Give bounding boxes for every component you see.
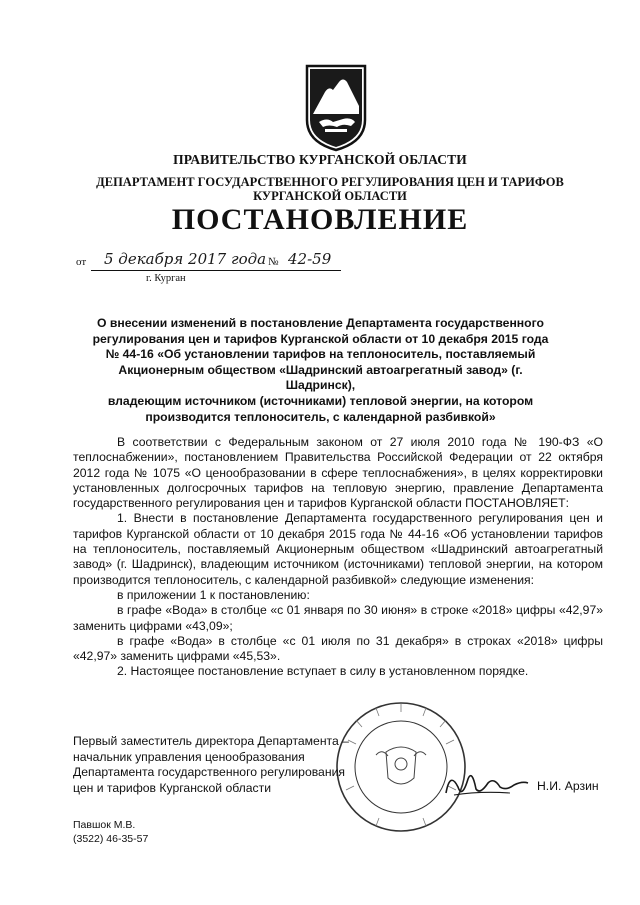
item-1-sub-a: в приложении 1 к постановлению: xyxy=(117,587,310,602)
document-type-title: ПОСТАНОВЛЕНИЕ xyxy=(171,203,469,236)
department-name-line2: КУРГАНСКОЙ ОБЛАСТИ xyxy=(253,189,407,203)
department-name-line1: ДЕПАРТАМЕНТ ГОСУДАРСТВЕННОГО РЕГУЛИРОВАНИЯ ЦЕН И ТАРИФОВ xyxy=(96,175,564,189)
number-sign: № xyxy=(268,256,279,268)
city-label: г. Курган xyxy=(146,273,186,284)
signatory-position-line: Департамента государственного регулирования xyxy=(73,765,345,780)
signatory-position xyxy=(73,734,349,796)
subject-line: № 44-16 «Об установлении тарифов на теплоноситель, поставляемый xyxy=(105,347,536,362)
subject-line: О внесении изменений в постановление Департамента государственного xyxy=(97,316,544,330)
signatory-position-line: начальник управления ценообразования xyxy=(73,749,305,764)
signatory-name: Н.И. Арзин xyxy=(537,779,599,793)
handwritten-number: 42-59 xyxy=(288,250,332,268)
department-name xyxy=(90,175,570,203)
handwritten-signature xyxy=(440,765,532,805)
document-subject xyxy=(88,316,553,425)
government-name: ПРАВИТЕЛЬСТВО КУРГАНСКОЙ ОБЛАСТИ xyxy=(173,152,467,167)
item-2-paragraph: 2. Настоящее постановление вступает в силу в установленном порядке. xyxy=(117,664,529,679)
date-underline xyxy=(91,270,285,271)
author-contact xyxy=(73,819,148,846)
handwritten-date: 5 декабря 2017 года xyxy=(104,250,267,268)
subject-line: регулирования цен и тарифов Курганской области от 10 декабря 2015 года xyxy=(92,331,549,346)
item-1-sub-b: в графе «Вода» в столбце «с 01 января по 30 июня» в строке «2018» цифры «42,97» заменить цифрами «43,09»; xyxy=(73,603,603,633)
author-name: Павшок М.В. xyxy=(73,819,136,831)
coat-of-arms-emblem xyxy=(303,62,369,152)
author-phone: (3522) 46-35-57 xyxy=(73,832,149,845)
subject-line: производится теплоноситель, с календарной разбивкой» xyxy=(145,409,496,424)
signatory-position-line: Первый заместитель директора Департамента – xyxy=(73,734,349,748)
item-1-sub-c: в графе «Вода» в столбце «с 01 июля по 31 декабря» в строках «2018» цифры «42,97» заменить цифрами «45,53». xyxy=(73,633,603,664)
subject-line: владеющим источником (источниками) тепловой энергии, на котором xyxy=(107,393,534,408)
subject-line: Акционерным обществом «Шадринский автоагрегатный завод» (г. Шадринск), xyxy=(118,362,523,393)
number-underline xyxy=(283,270,341,271)
item-1-paragraph: 1. Внести в постановление Департамента государственного регулирования цен и тарифов Курганской области от 10 декабря 2015 года № 44-16 «Об установлении тарифов на теплоноситель, поставляемый Акционерным обществом «Шадринский автоагрегатный завод» (г. Шадринск), владеющим источником (источниками) тепловой энергии, на котором производится теплоноситель, с календарной разбивкой» следующие изменения: xyxy=(73,511,603,587)
signatory-position-line: цен и тарифов Курганской области xyxy=(73,780,272,795)
date-prefix-label: от xyxy=(76,256,87,268)
preamble-paragraph: В соответствии с Федеральным законом от 27 июля 2010 года № 190-ФЗ «О теплоснабжении», постановлением Правительства Российской Федерации от 22 октября 2012 года № 1075 «О ценообразовании в сфере теплоснабжения», в целях корректировки установленных долгосрочных тарифов на тепловую энергию, правление Департамента государственного регулирования цен и тарифов Курганской области ПОСТАНОВЛЯЕТ: xyxy=(73,435,603,511)
document-body xyxy=(73,435,603,680)
